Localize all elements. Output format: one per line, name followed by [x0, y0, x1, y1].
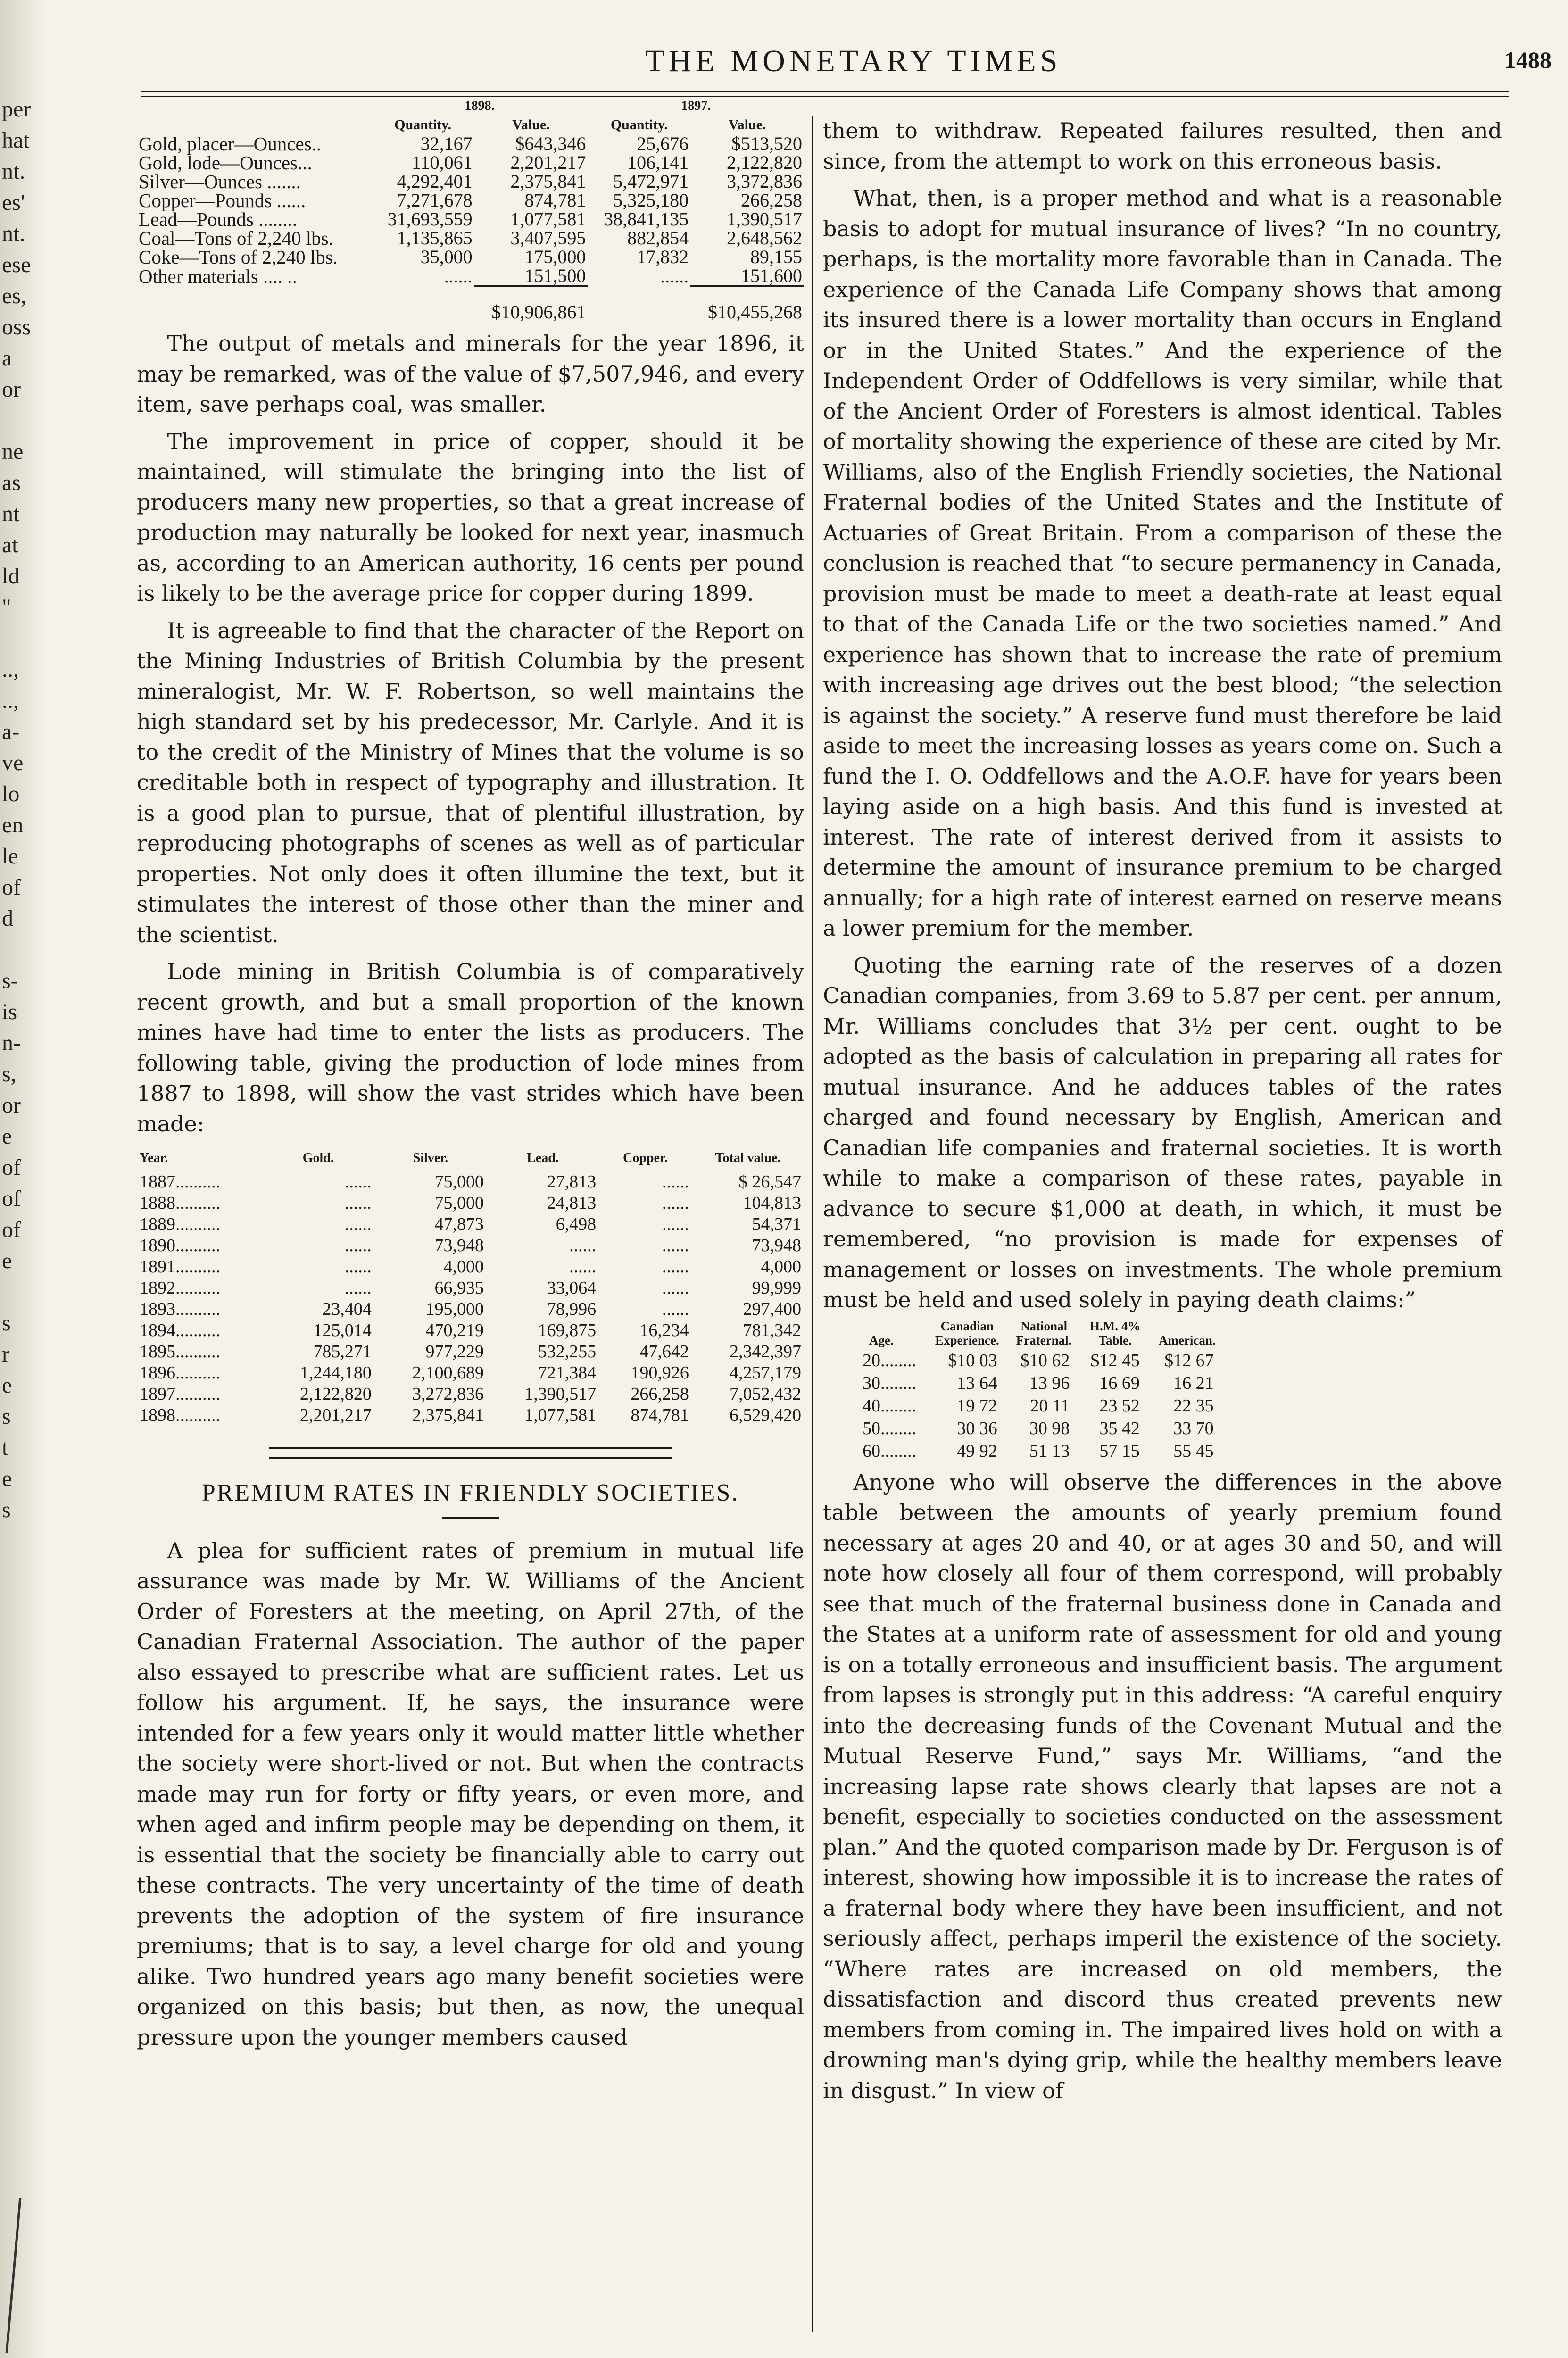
margin-fragment: ..,	[2, 688, 19, 713]
table-cell: $12 67	[1164, 1350, 1214, 1370]
table-cell: 33,064	[547, 1278, 597, 1298]
table-cell: ......	[662, 1236, 689, 1255]
table-row	[861, 1395, 1224, 1417]
table-cell: 89,155	[750, 246, 802, 267]
table-cell: 1895..........	[140, 1342, 220, 1362]
table-row	[137, 153, 804, 172]
table-cell: 50........	[863, 1418, 916, 1438]
table-cell: 7,052,432	[730, 1384, 801, 1404]
table-cell: $513,520	[731, 133, 802, 154]
table-row	[137, 1384, 804, 1405]
table-cell: 30 36	[957, 1418, 997, 1438]
column-rule	[812, 116, 813, 2332]
table-row	[137, 191, 804, 210]
column-header: Value.	[512, 117, 550, 133]
table-cell: 1891..........	[140, 1257, 220, 1277]
margin-fragment: ve	[2, 750, 24, 775]
total-value: $10,455,268	[690, 286, 804, 322]
margin-fragment: "	[2, 595, 11, 620]
table-row	[137, 1362, 804, 1384]
margin-fragment: s	[2, 1497, 11, 1522]
table-cell: 470,219	[425, 1320, 484, 1340]
table-cell: 55 45	[1173, 1441, 1214, 1461]
table-row	[137, 1405, 804, 1426]
table-cell: $12 45	[1090, 1350, 1140, 1370]
margin-fragment: s	[2, 1311, 11, 1336]
left-column	[137, 97, 804, 2052]
table-cell: 1,077,581	[524, 1405, 597, 1425]
table-row	[137, 1320, 804, 1341]
table-cell: Gold, placer—Ounces..	[139, 133, 322, 155]
table-cell: 27,813	[547, 1172, 597, 1192]
table-cell: ......	[662, 1214, 689, 1234]
premium-rates-table	[861, 1319, 1224, 1462]
table-cell: ......	[662, 1299, 689, 1319]
table-cell: 1888..........	[140, 1193, 220, 1213]
table-row	[137, 1193, 804, 1214]
table-row	[137, 1171, 804, 1193]
margin-fragment: lo	[2, 781, 20, 806]
minerals-table	[137, 97, 804, 322]
table-row	[137, 266, 804, 286]
table-cell: 1,390,517	[524, 1384, 597, 1404]
margin-fragment: e	[2, 1373, 12, 1398]
column-header: Lead.	[527, 1151, 559, 1165]
table-cell: 1894..........	[140, 1320, 220, 1340]
table-cell: 4,292,401	[397, 171, 473, 192]
table-cell: 874,781	[631, 1405, 689, 1425]
table-cell: 2,201,217	[510, 152, 586, 173]
table-cell: ......	[344, 1172, 372, 1192]
table-cell: 104,813	[743, 1193, 801, 1213]
section-divider	[269, 1447, 672, 1459]
margin-fragment: of	[2, 1155, 21, 1180]
table-row	[137, 172, 804, 191]
table-cell: 169,875	[538, 1320, 597, 1340]
table-cell: 2,375,841	[510, 171, 586, 192]
table-row	[137, 134, 804, 153]
table-cell: 882,854	[627, 227, 689, 249]
column-header: Copper.	[623, 1151, 668, 1165]
margin-fragment: ese	[2, 252, 31, 277]
table-cell: ......	[344, 1214, 372, 1234]
table-cell: Coal—Tons of 2,240 lbs.	[139, 227, 333, 249]
paragraph: Quoting the earning rate of the reserves of a dozen Canadian companies, from 3.69 to 5.87 per cent. per annum, Mr. Williams concludes that 3½ per cent. ought to be adopted as the basis of calculation in preparing all rates for mutual insurance. And he adduces tables of the rates charged and found necessary by English, American and Canadian life companies and fraternal societies. It is worth while to make a comparison of these rates, payable in advance to secure $1,000 at death, in which, it must be remembered, “no provision is made for expenses of management or losses on investments. The whole premium must be held and used solely in paying death claims:”	[823, 952, 1502, 1312]
table-row	[861, 1417, 1224, 1440]
page-number: 1488	[1504, 47, 1551, 73]
table-cell: 874,781	[524, 190, 586, 211]
table-cell: ......	[569, 1236, 597, 1255]
right-column	[823, 116, 1502, 2106]
column-header: Year.	[140, 1151, 168, 1165]
table-cell: 2,122,820	[299, 1384, 372, 1404]
paragraph: The output of metals and minerals for the year 1896, it may be remarked, was of the value of $7,507,946, and every item, save perhaps coal, was smaller.	[137, 331, 804, 417]
column-header: Value.	[728, 117, 766, 133]
table-cell: 7,271,678	[397, 190, 473, 211]
margin-fragment: or	[2, 377, 21, 402]
table-cell: 66,935	[434, 1278, 484, 1298]
margin-fragment: ..,	[2, 657, 19, 682]
table-cell: 73,948	[434, 1236, 484, 1255]
table-cell: Other materials .... ..	[139, 265, 297, 287]
table-cell: 1892..........	[140, 1278, 220, 1298]
table-cell: 1897..........	[140, 1384, 220, 1404]
table-cell: 60........	[863, 1441, 916, 1461]
table-cell: 25,676	[637, 133, 689, 154]
table-cell: 125,014	[313, 1320, 372, 1340]
table-cell: 151,600	[741, 265, 802, 286]
table-cell: Gold, lode—Ounces...	[139, 152, 312, 174]
column-header: Quantity.	[394, 117, 452, 133]
table-cell: 785,271	[313, 1342, 372, 1362]
table-cell: 4,257,179	[730, 1363, 801, 1383]
table-cell: 30 98	[1029, 1418, 1070, 1438]
table-cell: 19 72	[957, 1395, 997, 1416]
title-rule	[442, 1517, 499, 1519]
table-cell: 5,472,971	[613, 171, 689, 192]
table-cell: 781,342	[743, 1320, 801, 1340]
margin-fragment: or	[2, 1093, 21, 1118]
table-cell: 13 64	[957, 1373, 997, 1393]
table-row	[137, 248, 804, 266]
table-cell: 4,000	[443, 1257, 484, 1277]
margin-fragment: r	[2, 1342, 9, 1367]
table-cell: 57 15	[1099, 1441, 1140, 1461]
column-header: American.	[1158, 1333, 1216, 1347]
table-cell: 40........	[863, 1395, 916, 1416]
margin-fragment: s	[2, 1404, 11, 1429]
table-cell: 3,272,836	[412, 1384, 484, 1404]
column-header: Quantity.	[610, 117, 668, 133]
table-cell: ......	[344, 1257, 372, 1277]
table-cell: 13 96	[1029, 1373, 1070, 1393]
lode-table-body	[137, 1171, 804, 1426]
table-cell: 78,996	[547, 1299, 597, 1319]
table-row	[861, 1372, 1224, 1395]
header-rule	[141, 91, 1509, 92]
paragraph: them to withdraw. Repeated failures resulted, then and since, from the attempt to work on this erroneous basis.	[823, 118, 1502, 174]
premium-table-body	[861, 1349, 1224, 1462]
table-cell: ......	[662, 1172, 689, 1192]
table-cell: 2,122,820	[727, 152, 802, 173]
masthead	[156, 43, 1551, 86]
year-header: 1897.	[681, 99, 711, 113]
column-header: Silver.	[413, 1151, 448, 1165]
table-row	[861, 1349, 1224, 1372]
table-cell: 1,135,865	[397, 227, 473, 249]
table-cell: 23,404	[322, 1299, 372, 1319]
paragraph: It is agreeable to find that the character of the Report on the Mining Industries of British Columbia by the present mineralogist, Mr. W. F. Robertson, so well maintains the high standard set by his predecessor, Mr. Carlyle. And it is to the credit of the Ministry of Mines that the volume is so creditable both in respect of typography and illustration. It is a good plan to pursue, that of plentiful illustration, by reproducing photographs of scenes as well as of particular properties. Not only does it often illumine the text, but it stimulates the interest of those other than the miner and the scientist.	[137, 617, 804, 947]
table-cell: 1,077,581	[510, 208, 586, 230]
table-cell: ......	[662, 1193, 689, 1213]
table-cell: 30........	[863, 1373, 916, 1393]
table-cell: ......	[344, 1278, 372, 1298]
table-cell: 106,141	[627, 152, 689, 173]
table-cell: 3,407,595	[510, 227, 586, 249]
table-row	[137, 1341, 804, 1362]
margin-fragment: per	[2, 97, 31, 122]
column-header: H.M. 4% Table.	[1090, 1319, 1141, 1347]
table-cell: ......	[662, 1257, 689, 1277]
table-cell: 151,500	[524, 265, 586, 286]
table-cell: ......	[660, 265, 689, 287]
paragraph: Anyone who will observe the differences in the above table between the amounts of yearly premium found necessary at ages 20 and 40, or at ages 30 and 50, and will note how closely all four of them correspond, will probably see that much of the fraternal business done in Canada and the States at a uniform rate of assessment for old and young is on a totally erroneous and insufficient basis. The argument from lapses is strongly put in this address: “A careful enquiry into the decreasing funds of the Covenant Mutual and the Mutual Reserve Fund,” says Mr. Williams, “and the increasing lapse rate shows clearly that lapses are not a benefit, especially to societies conducted on the assessment plan.” And the quoted comparison made by Dr. Ferguson is of interest, showing how impossible it is to increase the rates of a fraternal body where they have been insufficient, and not seriously affect, perhaps imperil the existence of the society. “Where rates are increased on old members, the dissatisfaction and discord thus created prevents new members from coming in. The impaired lives hold on with a drowning man's dying grip, while the healthy members leave in disgust.” In view of	[823, 1469, 1502, 2103]
margin-fragment: le	[2, 844, 18, 869]
table-cell: 5,325,180	[613, 190, 689, 211]
table-cell: 3,372,836	[727, 171, 802, 192]
table-cell: 1896..........	[140, 1363, 220, 1383]
table-cell: 110,061	[412, 152, 473, 173]
table-cell: 1,244,180	[299, 1363, 372, 1383]
table-cell: ......	[662, 1278, 689, 1298]
table-cell: ......	[569, 1257, 597, 1277]
column-header: Canadian Experience.	[935, 1319, 999, 1347]
table-cell: 1898..........	[140, 1405, 220, 1425]
table-cell: 35,000	[420, 246, 473, 267]
table-cell: 175,000	[524, 246, 586, 267]
margin-fragment: of	[2, 875, 21, 900]
table-cell: $643,346	[515, 133, 586, 154]
table-cell: 22 35	[1173, 1395, 1214, 1416]
paragraph: Lode mining in British Columbia is of comparatively recent growth, and but a small proportion of the known mines have had time to enter the lists as producers. The following table, giving the production of lode mines from 1887 to 1898, will show the vast strides which have been made:	[137, 959, 804, 1137]
table-cell: 47,873	[434, 1214, 484, 1234]
table-cell: $10 03	[948, 1350, 997, 1370]
margin-fragment: es,	[2, 283, 26, 308]
table-cell: 1893..........	[140, 1299, 220, 1319]
margin-fragment: is	[2, 999, 17, 1024]
table-cell: 75,000	[434, 1172, 484, 1192]
table-cell: 20........	[863, 1350, 916, 1370]
table-cell: 16 21	[1173, 1373, 1214, 1393]
margin-fragment: oss	[2, 315, 31, 340]
margin-fragment: e	[2, 1466, 12, 1491]
table-cell: 16,234	[639, 1320, 689, 1340]
table-cell: 1887..........	[140, 1172, 220, 1192]
margin-fragment: n-	[2, 1030, 21, 1055]
publication-title: THE MONETARY TIMES	[645, 44, 1062, 78]
table-cell: Lead—Pounds ........	[139, 208, 297, 230]
margin-fragment: ne	[2, 439, 24, 464]
table-cell: 2,648,562	[727, 227, 802, 249]
table-row	[137, 229, 804, 248]
column-header: Total value.	[715, 1151, 781, 1165]
table-cell: Copper—Pounds ......	[139, 190, 306, 211]
table-cell: 721,384	[538, 1363, 597, 1383]
table-cell: ......	[344, 1193, 372, 1213]
table-cell: 31,693,559	[387, 208, 473, 230]
table-cell: 73,948	[752, 1236, 801, 1255]
lode-mines-table	[137, 1147, 804, 1426]
year-header: 1898.	[465, 99, 495, 113]
table-cell: 1889..........	[140, 1214, 220, 1234]
table-cell: 17,832	[637, 246, 689, 267]
table-cell: 99,999	[752, 1278, 801, 1298]
table-cell: 35 42	[1099, 1418, 1140, 1438]
table-row	[137, 210, 804, 229]
margin-fragment: at	[2, 532, 18, 557]
margin-fragment: hat	[2, 128, 30, 153]
column-header: Age.	[869, 1333, 894, 1347]
paragraph: What, then, is a proper method and what is a reasonable basis to adopt for mutual insurance of lives? “In no country, perhaps, is the mortality more favorable than in Canada. The experience of the Canada Life Company shows that among its insured there is a lower mortality than occurs in England or in the United States.” And the experience of the Independent Order of Oddfellows is very similar, while that of the Ancient Order of Foresters is almost identical. Tables of mortality showing the experience of these are cited by Mr. Williams, also of the English Friendly societies, the National Fraternal bodies of the United States and the Institute of Actuaries of Great Britain. From a comparison of these the conclusion is reached that “to secure permanency in Canada, provision must be made to meet a death-rate at least equal to that of the Canada Life or the two societies named.” And experience has shown that to increase the rate of premium with increasing age drives out the best blood; “the selection is against the society.” A reserve fund must therefore be laid aside to meet the increasing losses as years come on. Such a fund the I. O. Oddfellows and the A.O.F. have for years been laying aside on a high basis. And this fund is invested at interest. The rate of interest derived from it assists to determine the amount of insurance premium to be charged annually; for a high rate of interest earned on reserve means a lower premium for the member.	[823, 185, 1502, 941]
margin-fragment: e	[2, 1248, 12, 1273]
margin-fragment: nt	[2, 501, 20, 526]
table-cell: 6,529,420	[730, 1405, 801, 1425]
table-row	[861, 1440, 1224, 1462]
table-cell: ......	[344, 1236, 372, 1255]
table-cell: 75,000	[434, 1193, 484, 1213]
table-cell: 47,642	[639, 1342, 689, 1362]
table-cell: 195,000	[425, 1299, 484, 1319]
article-title: PREMIUM RATES IN FRIENDLY SOCIETIES.	[201, 1479, 739, 1506]
total-value: $10,906,861	[474, 286, 588, 322]
table-row	[137, 1235, 804, 1256]
minerals-table-body	[137, 134, 804, 286]
table-cell: 20 11	[1030, 1395, 1070, 1416]
table-cell: 2,201,217	[299, 1405, 372, 1425]
margin-fragment: e	[2, 1124, 12, 1149]
margin-fragment: nt.	[2, 221, 25, 246]
table-row	[137, 1299, 804, 1320]
margin-fragment: s,	[2, 1062, 17, 1087]
table-cell: 2,375,841	[412, 1405, 484, 1425]
table-cell: 32,167	[420, 133, 473, 154]
margin-fragment: a-	[2, 719, 20, 744]
paragraph: The improvement in price of copper, should it be maintained, will stimulate the bringing into the list of producers many new properties, so that a great increase of production may naturally be looked for next year, inasmuch as, according to an American authority, 16 cents per pound is likely to be the average price for copper during 1899.	[137, 428, 804, 606]
margin-fragment: of	[2, 1217, 21, 1242]
table-cell: 1,390,517	[727, 208, 802, 230]
table-cell: 16 69	[1099, 1373, 1140, 1393]
table-cell: 33 70	[1173, 1418, 1214, 1438]
table-cell: 297,400	[743, 1299, 801, 1319]
table-cell: 4,000	[761, 1257, 801, 1277]
margin-fragment: ld	[2, 564, 20, 589]
margin-fragment: a	[2, 346, 12, 371]
table-cell: Coke—Tons of 2,240 lbs.	[139, 246, 338, 268]
table-cell: 38,841,135	[604, 208, 689, 230]
paragraph: A plea for sufficient rates of premium in mutual life assurance was made by Mr. W. Williams of the Ancient Order of Foresters at the meeting, on April 27th, of the Canadian Fraternal Association. The author of the paper also essayed to prescribe what are sufficient rates. Let us follow his argument. If, he says, the insurance were intended for a few years only it would matter little whether the society were short-lived or not. But when the contracts made may run for forty or fifty years, or even more, and when aged and infirm people may be depending on them, it is essential that the society be financially able to carry out these contracts. The very uncertainty of the time of death prevents the adoption of the system of fire insurance premiums; that is to say, a level charge for old and young alike. Two hundred years ago many benefit societies were organized on this basis; but then, as now, the unequal pressure upon the younger members caused	[137, 1537, 804, 2050]
table-cell: 24,813	[547, 1193, 597, 1213]
table-cell: $ 26,547	[738, 1172, 801, 1192]
margin-fragment: s-	[2, 968, 18, 993]
margin-fragment: nt.	[2, 159, 25, 184]
table-cell: 266,258	[631, 1384, 689, 1404]
table-cell: 190,926	[631, 1363, 689, 1383]
column-header: Gold.	[302, 1151, 334, 1165]
table-cell: 2,342,397	[730, 1342, 801, 1362]
margin-fragment: of	[2, 1186, 21, 1211]
table-cell: 51 13	[1029, 1441, 1070, 1461]
column-header: National Fraternal.	[1016, 1319, 1072, 1347]
table-cell: 2,100,689	[412, 1363, 484, 1383]
table-row	[137, 1214, 804, 1235]
table-row	[137, 1278, 804, 1299]
table-cell: 977,229	[425, 1342, 484, 1362]
table-cell: 54,371	[752, 1214, 801, 1234]
table-cell: Silver—Ounces .......	[139, 171, 301, 192]
margin-fragment: d	[2, 906, 13, 931]
table-cell: 266,258	[741, 190, 802, 211]
table-cell: 23 52	[1099, 1395, 1140, 1416]
table-cell: 1890..........	[140, 1236, 220, 1255]
table-cell: 532,255	[538, 1342, 597, 1362]
table-cell: 49 92	[957, 1441, 997, 1461]
margin-fragment: es'	[2, 190, 25, 215]
table-row	[137, 1256, 804, 1278]
table-cell: $10 62	[1020, 1350, 1070, 1370]
margin-fragment: t	[2, 1435, 8, 1460]
margin-fragment: en	[2, 813, 24, 838]
table-cell: 6,498	[556, 1214, 597, 1234]
table-cell: ......	[444, 265, 473, 287]
margin-fragment: as	[2, 470, 21, 495]
